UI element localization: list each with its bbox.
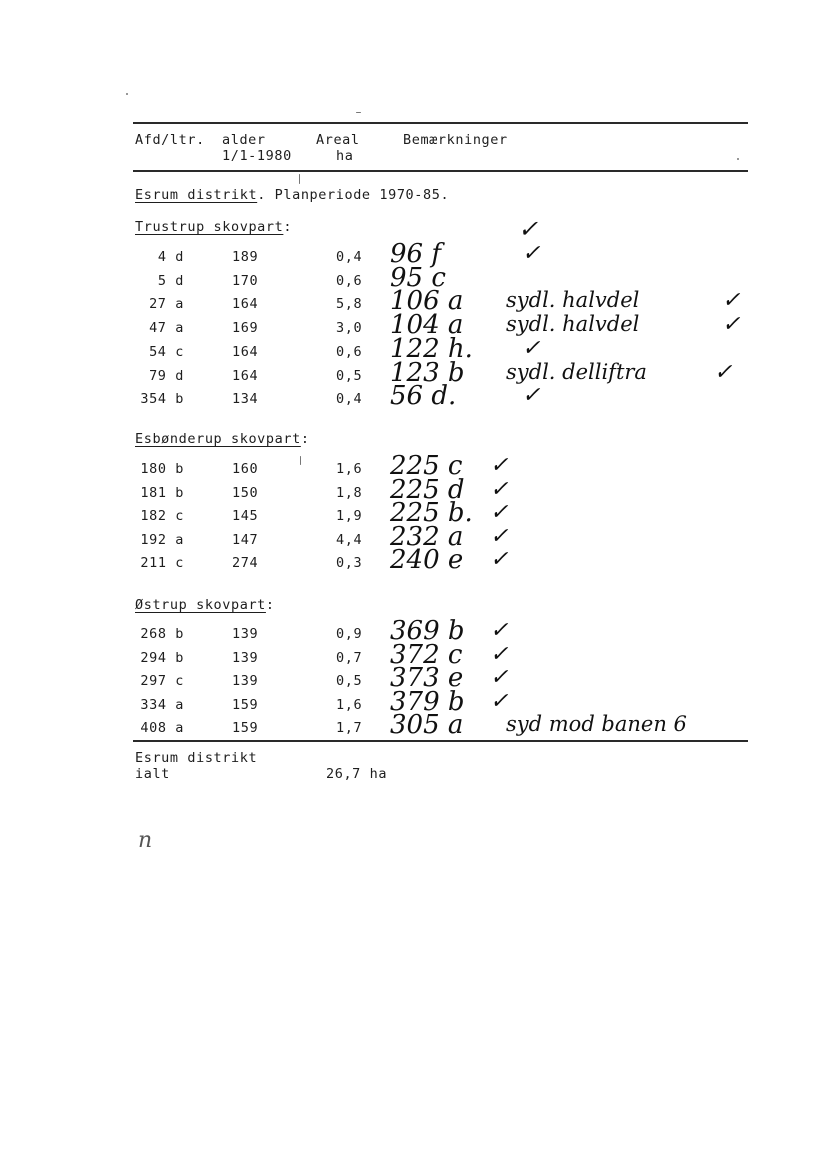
margin-mark: n: [138, 828, 153, 853]
row-note: 305 a: [390, 710, 464, 740]
row-check-mark: ✓: [522, 383, 541, 408]
section-title: Esbønderup skovpart:: [135, 431, 310, 447]
total-label-2: ialt: [135, 766, 170, 782]
row-afd: 211 c: [140, 555, 184, 571]
row-extra-note: syd mod banen 6: [506, 712, 687, 736]
district-name: Esrum distrikt: [135, 187, 258, 203]
section-title-text: Østrup skovpart: [135, 597, 266, 613]
row-alder: 164: [232, 344, 259, 360]
row-areal: 5,8: [336, 296, 363, 312]
row-note: 96 f: [390, 239, 441, 269]
section-title-text: Trustrup skovpart: [135, 219, 284, 235]
row-note: 123 b: [390, 358, 465, 388]
district-heading: [135, 187, 449, 203]
header-alder-date: 1/1-1980: [222, 148, 292, 164]
row-areal: 1,9: [336, 508, 363, 524]
row-alder: 150: [232, 485, 259, 501]
row-areal: 0,4: [336, 249, 363, 265]
row-alder: 159: [232, 697, 259, 713]
row-check-mark: ✓: [722, 288, 741, 313]
row-alder: 139: [232, 673, 259, 689]
row-areal: 0,9: [336, 626, 363, 642]
row-check-mark: ✓: [490, 618, 509, 643]
row-check-mark: ✓: [522, 241, 541, 266]
row-areal: 0,7: [336, 650, 363, 666]
section-check-mark: ✓: [518, 215, 539, 243]
row-check-mark: ✓: [490, 524, 509, 549]
scan-speck: [300, 456, 301, 465]
row-afd: 408 a: [140, 720, 184, 736]
row-check-mark: ✓: [490, 477, 509, 502]
row-afd: 297 c: [140, 673, 184, 689]
row-afd: 180 b: [140, 461, 184, 477]
row-areal: 1,6: [336, 697, 363, 713]
row-extra-note: sydl. halvdel: [506, 312, 640, 336]
row-note: 225 b.: [390, 498, 473, 528]
row-afd: 27 a: [149, 296, 184, 312]
row-check-mark: ✓: [490, 665, 509, 690]
scan-speck: [356, 112, 361, 113]
row-afd: 294 b: [140, 650, 184, 666]
row-alder: 164: [232, 368, 259, 384]
row-areal: 4,4: [336, 532, 363, 548]
row-note: 373 e: [390, 663, 464, 693]
row-areal: 1,6: [336, 461, 363, 477]
row-note: 379 b: [390, 687, 465, 717]
row-note: 106 a: [390, 286, 464, 316]
row-check-mark: ✓: [490, 689, 509, 714]
row-check-mark: ✓: [714, 360, 733, 385]
row-alder: 170: [232, 273, 259, 289]
row-note: 232 a: [390, 522, 464, 552]
row-alder: 147: [232, 532, 259, 548]
row-check-mark: ✓: [490, 500, 509, 525]
row-check-mark: ✓: [722, 312, 741, 337]
row-note: 372 c: [390, 640, 463, 670]
row-afd: 79 d: [149, 368, 184, 384]
scan-speck: [126, 93, 128, 95]
row-areal: 3,0: [336, 320, 363, 336]
row-afd: 354 b: [140, 391, 184, 407]
row-alder: 139: [232, 626, 259, 642]
row-alder: 274: [232, 555, 259, 571]
row-afd: 192 a: [140, 532, 184, 548]
row-alder: 134: [232, 391, 259, 407]
row-areal: 0,5: [336, 368, 363, 384]
header-rule: [133, 170, 748, 172]
header-alder: alder: [222, 132, 266, 148]
row-note: 225 d: [390, 475, 465, 505]
row-alder: 139: [232, 650, 259, 666]
row-afd: 334 a: [140, 697, 184, 713]
row-note: 56 d.: [390, 381, 457, 411]
row-afd: 47 a: [149, 320, 184, 336]
top-rule: [133, 122, 748, 124]
row-afd: 268 b: [140, 626, 184, 642]
bottom-rule: [133, 740, 748, 742]
row-areal: 0,6: [336, 273, 363, 289]
scan-speck: [299, 174, 300, 184]
section-title: Østrup skovpart:: [135, 597, 275, 613]
row-check-mark: ✓: [490, 453, 509, 478]
district-period: . Planperiode 1970-85.: [257, 187, 450, 203]
section-title: Trustrup skovpart:: [135, 219, 293, 235]
row-note: 240 e: [390, 545, 464, 575]
scan-speck: [737, 158, 739, 160]
header-remarks: Bemærkninger: [403, 132, 508, 148]
row-alder: 189: [232, 249, 259, 265]
row-alder: 145: [232, 508, 259, 524]
row-alder: 169: [232, 320, 259, 336]
row-afd: 182 c: [140, 508, 184, 524]
row-alder: 164: [232, 296, 259, 312]
row-areal: 0,5: [336, 673, 363, 689]
row-afd: 54 c: [149, 344, 184, 360]
row-areal: 0,6: [336, 344, 363, 360]
header-areal: Areal: [316, 132, 360, 148]
row-areal: 0,3: [336, 555, 363, 571]
row-note: 369 b: [390, 616, 465, 646]
row-note: 122 h.: [390, 334, 473, 364]
row-afd: 5 d: [157, 273, 184, 289]
row-afd: 4 d: [157, 249, 184, 265]
total-label-1: Esrum distrikt: [135, 750, 258, 766]
header-areal-unit: ha: [336, 148, 354, 164]
row-check-mark: ✓: [490, 642, 509, 667]
row-alder: 159: [232, 720, 259, 736]
row-alder: 160: [232, 461, 259, 477]
section-title-text: Esbønderup skovpart: [135, 431, 301, 447]
row-check-mark: ✓: [490, 547, 509, 572]
row-note: 104 a: [390, 310, 464, 340]
row-extra-note: sydl. halvdel: [506, 288, 640, 312]
row-note: 95 c: [390, 263, 446, 293]
total-value: 26,7 ha: [326, 766, 388, 782]
row-areal: 1,8: [336, 485, 363, 501]
row-areal: 0,4: [336, 391, 363, 407]
row-check-mark: ✓: [522, 336, 541, 361]
header-afd: Afd/ltr.: [135, 132, 205, 148]
row-extra-note: sydl. delliftra: [506, 360, 647, 384]
row-note: 225 c: [390, 451, 463, 481]
row-areal: 1,7: [336, 720, 363, 736]
row-afd: 181 b: [140, 485, 184, 501]
